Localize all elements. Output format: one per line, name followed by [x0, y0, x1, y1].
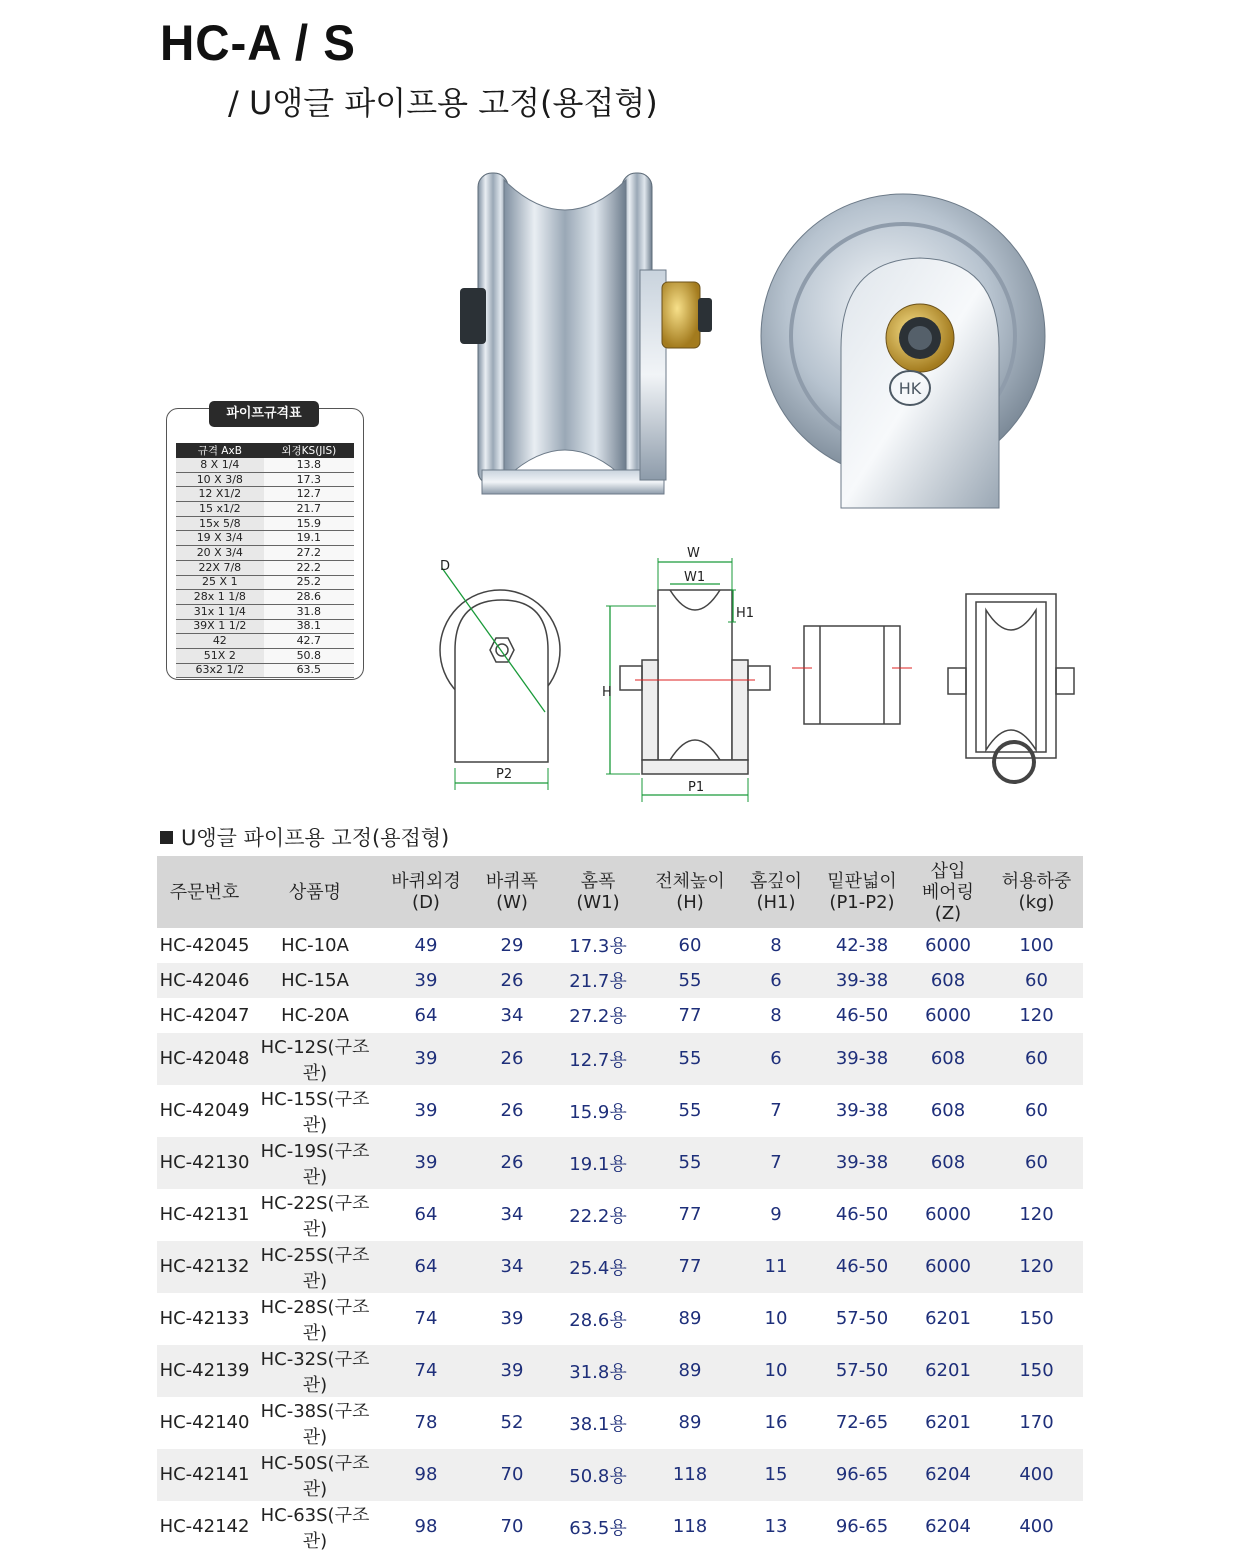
table-cell: HC-42140: [159, 1412, 250, 1434]
column-header: [990, 856, 1083, 928]
table-cell: HC-42045: [159, 934, 250, 956]
table-cell: 55: [678, 1100, 702, 1122]
table-cell: 96-65: [835, 1516, 889, 1538]
table-cell: 60: [990, 963, 1083, 998]
table-cell: 39-38: [818, 963, 906, 998]
table-cell: 6: [734, 963, 818, 998]
spec-od-cell: 15.9: [264, 516, 354, 531]
table-cell: 10: [764, 1308, 788, 1330]
spec-od-cell: 19.1: [264, 531, 354, 546]
table-cell: 34: [500, 1204, 524, 1226]
table-cell: 12.7용: [550, 1033, 646, 1085]
table-cell: 26: [474, 1033, 550, 1085]
pipe-spec-box: [166, 408, 364, 680]
table-cell: 608: [930, 1100, 966, 1122]
table-cell: HC-19S(구조관): [252, 1137, 378, 1189]
column-header-line: (Z): [934, 902, 962, 924]
label-p2: P2: [496, 767, 513, 782]
label-w: W: [687, 546, 700, 561]
spec-od-cell: 50.8: [264, 648, 354, 663]
table-cell: 46-50: [835, 1004, 889, 1026]
table-cell: 70: [500, 1516, 524, 1538]
table-cell: 8: [770, 934, 782, 956]
table-cell: 170: [1019, 1412, 1054, 1434]
table-cell: HC-28S(구조관): [260, 1296, 370, 1344]
table-cell: 118: [646, 1449, 734, 1501]
table-cell: HC-42142: [159, 1516, 250, 1538]
table-cell: 77: [646, 1241, 734, 1293]
column-header: [906, 856, 990, 928]
column-header: [252, 856, 378, 928]
column-header: [734, 856, 818, 928]
table-cell: HC-15A: [252, 963, 378, 998]
table-cell: 74: [378, 1345, 474, 1397]
table-row: [157, 1189, 1083, 1241]
table-cell: HC-10A: [281, 934, 349, 956]
spec-size-cell: 63x2 1/2: [176, 663, 264, 678]
table-cell: 7: [734, 1137, 818, 1189]
table-cell: 6204: [906, 1449, 990, 1501]
table-row: [157, 1449, 1083, 1501]
product-subtitle: / U앵글 파이프용 고정(용접형): [228, 84, 658, 122]
table-cell: 21.7용: [550, 963, 646, 998]
spec-row: [176, 663, 354, 678]
table-cell: 28.6용: [569, 1309, 627, 1331]
table-cell: HC-42131: [159, 1204, 250, 1226]
table-cell: 39-38: [818, 1033, 906, 1085]
mounted-view-drawing: [948, 594, 1074, 782]
table-cell: 6: [734, 1033, 818, 1085]
table-cell: HC-42139: [157, 1345, 252, 1397]
table-row: [157, 1293, 1083, 1345]
table-cell: 26: [500, 1100, 524, 1122]
table-cell: HC-42049: [159, 1100, 250, 1122]
column-header: [550, 856, 646, 928]
spec-od-cell: 28.6: [264, 590, 354, 605]
wheel-front-photo: [755, 178, 1055, 518]
table-cell: 26: [474, 1137, 550, 1189]
table-cell: 6201: [906, 1345, 990, 1397]
table-cell: 64: [414, 1004, 438, 1026]
table-cell: HC-50S(구조관): [252, 1449, 378, 1501]
spec-row: [176, 590, 354, 605]
column-header-line: 주문번호: [169, 881, 240, 903]
column-header: [378, 856, 474, 928]
table-cell: 400: [990, 1449, 1083, 1501]
spec-size-cell: 19 X 3/4: [176, 531, 264, 546]
column-header-line: (kg): [1018, 892, 1055, 913]
table-cell: 39: [378, 963, 474, 998]
product-title: HC-A / S: [160, 15, 356, 71]
table-cell: HC-42141: [157, 1449, 252, 1501]
spec-size-cell: 20 X 3/4: [176, 546, 264, 561]
spec-row: [176, 546, 354, 561]
column-header-line: 홈깊이: [749, 871, 803, 892]
table-cell: 9: [770, 1204, 782, 1226]
table-cell: 55: [646, 1033, 734, 1085]
spec-row: [176, 560, 354, 575]
column-header: [474, 856, 550, 928]
spec-od-cell: 12.7: [264, 487, 354, 502]
table-cell: 17.3용: [569, 936, 627, 958]
table-cell: 39: [378, 1137, 474, 1189]
table-cell: HC-42046: [157, 963, 252, 998]
table-cell: 34: [500, 1004, 524, 1026]
table-cell: 15.9용: [569, 1101, 627, 1123]
table-row: [157, 1137, 1083, 1189]
label-d: D: [440, 559, 451, 574]
spec-od-cell: 63.5: [264, 663, 354, 678]
spec-size-cell: 15x 5/8: [176, 516, 264, 531]
spec-row: [176, 516, 354, 531]
table-cell: 400: [1019, 1516, 1054, 1538]
spec-row: [176, 458, 354, 472]
table-cell: 34: [474, 1241, 550, 1293]
spec-row: [176, 619, 354, 634]
table-cell: 150: [990, 1345, 1083, 1397]
table-row: [157, 1501, 1083, 1553]
table-cell: 39-38: [818, 1137, 906, 1189]
table-cell: HC-32S(구조관): [252, 1345, 378, 1397]
column-header-line: 전체높이: [655, 871, 725, 892]
table-cell: 31.8용: [550, 1345, 646, 1397]
table-cell: 6000: [925, 1204, 971, 1226]
table-cell: 22.2용: [569, 1205, 627, 1227]
hk-logo: HK: [898, 379, 922, 398]
column-header-line: 상품명: [288, 881, 342, 903]
spec-size-cell: 25 X 1: [176, 575, 264, 590]
table-row: [157, 1085, 1083, 1137]
table-cell: 150: [1019, 1308, 1054, 1330]
column-header-line: (H): [676, 892, 704, 913]
spec-size-cell: 51X 2: [176, 648, 264, 663]
spec-row: [176, 472, 354, 487]
column-header-line: 베어링: [921, 881, 975, 903]
table-cell: HC-42133: [159, 1308, 250, 1330]
table-cell: 77: [678, 1004, 702, 1026]
bearing-drawing: [804, 626, 900, 724]
square-bullet-icon: [160, 831, 173, 844]
table-row: [157, 963, 1083, 998]
table-cell: 10: [734, 1345, 818, 1397]
spec-od-cell: 25.2: [264, 575, 354, 590]
table-cell: 60: [990, 1033, 1083, 1085]
table-cell: 78: [414, 1412, 438, 1434]
table-cell: 6201: [925, 1412, 971, 1434]
table-cell: 70: [474, 1449, 550, 1501]
front-view-drawing: [440, 590, 560, 762]
table-cell: HC-25S(구조관): [252, 1241, 378, 1293]
column-header-line: (W1): [576, 892, 620, 913]
product-spec-table: [157, 856, 1083, 1553]
spec-od-cell: 22.2: [264, 560, 354, 575]
column-header-line: 바퀴폭: [485, 871, 539, 892]
column-header-line: (P1-P2): [829, 892, 895, 913]
spec-row: [176, 487, 354, 502]
table-cell: 39: [500, 1308, 524, 1330]
table-cell: 19.1용: [550, 1137, 646, 1189]
section-label: [160, 822, 449, 852]
table-cell: 6201: [925, 1308, 971, 1330]
table-cell: 64: [378, 1241, 474, 1293]
column-header-line: 밑판넓이: [827, 871, 897, 892]
table-cell: HC-42132: [157, 1241, 252, 1293]
table-row: [157, 998, 1083, 1033]
spec-od-cell: 31.8: [264, 604, 354, 619]
spec-row: [176, 634, 354, 649]
table-cell: HC-42048: [157, 1033, 252, 1085]
table-cell: HC-20A: [281, 1004, 349, 1026]
table-cell: 60: [990, 1137, 1083, 1189]
table-cell: 50.8용: [550, 1449, 646, 1501]
spec-size-cell: 15 x1/2: [176, 502, 264, 517]
table-cell: 49: [414, 934, 438, 956]
table-cell: 96-65: [818, 1449, 906, 1501]
table-cell: 38.1용: [569, 1413, 627, 1435]
technical-drawings: [430, 540, 1110, 810]
table-cell: HC-42130: [157, 1137, 252, 1189]
label-h: H: [602, 685, 612, 700]
spec-od-cell: 42.7: [264, 634, 354, 649]
table-cell: 42-38: [835, 934, 889, 956]
spec-header: 규격 AxB: [176, 443, 264, 458]
table-cell: 60: [1025, 1100, 1048, 1122]
table-cell: 63.5용: [569, 1517, 627, 1539]
table-cell: 39-38: [835, 1100, 889, 1122]
table-cell: 39: [474, 1345, 550, 1397]
table-cell: 89: [678, 1308, 702, 1330]
table-cell: 608: [906, 963, 990, 998]
table-cell: 118: [672, 1516, 708, 1538]
label-w1: W1: [684, 570, 706, 585]
table-cell: 6204: [925, 1516, 971, 1538]
table-cell: 26: [474, 963, 550, 998]
table-cell: 46-50: [835, 1204, 889, 1226]
section-label-text: U앵글 파이프용 고정(용접형): [181, 826, 450, 850]
table-cell: HC-63S(구조관): [260, 1504, 370, 1552]
table-cell: 72-65: [835, 1412, 889, 1434]
table-cell: 98: [378, 1449, 474, 1501]
column-header-line: (D): [412, 892, 440, 913]
pipe-spec-table: [176, 443, 354, 678]
spec-od-cell: 21.7: [264, 502, 354, 517]
spec-size-cell: 31x 1 1/4: [176, 604, 264, 619]
table-cell: 7: [770, 1100, 782, 1122]
table-cell: 77: [678, 1204, 702, 1226]
spec-size-cell: 12 X1/2: [176, 487, 264, 502]
spec-od-cell: 17.3: [264, 472, 354, 487]
table-cell: 11: [734, 1241, 818, 1293]
table-cell: 52: [500, 1412, 524, 1434]
table-row: [157, 928, 1083, 963]
table-cell: 60: [678, 934, 702, 956]
spec-row: [176, 531, 354, 546]
column-header-line: 홈폭: [580, 871, 616, 892]
table-cell: 16: [764, 1412, 788, 1434]
spec-header: 외경KS(JIS): [264, 443, 354, 458]
table-cell: 608: [906, 1137, 990, 1189]
pipe-spec-title: 파이프규격표: [209, 401, 319, 427]
column-header-line: 바퀴외경: [391, 871, 461, 892]
spec-row: [176, 575, 354, 590]
table-cell: 13: [764, 1516, 788, 1538]
table-cell: HC-22S(구조관): [260, 1192, 370, 1240]
table-cell: 98: [414, 1516, 438, 1538]
table-row: [157, 1397, 1083, 1449]
column-header: [157, 856, 252, 928]
table-cell: HC-38S(구조관): [260, 1400, 370, 1448]
table-cell: 25.4용: [550, 1241, 646, 1293]
table-cell: 55: [646, 1137, 734, 1189]
spec-row: [176, 604, 354, 619]
table-cell: 27.2용: [569, 1006, 627, 1028]
spec-od-cell: 27.2: [264, 546, 354, 561]
table-cell: 608: [906, 1033, 990, 1085]
table-cell: HC-42047: [159, 1004, 250, 1026]
table-cell: 100: [1019, 934, 1054, 956]
table-cell: 120: [1019, 1004, 1054, 1026]
spec-size-cell: 39X 1 1/2: [176, 619, 264, 634]
spec-size-cell: 10 X 3/8: [176, 472, 264, 487]
table-cell: 6000: [925, 1004, 971, 1026]
table-cell: 57-50: [835, 1308, 889, 1330]
spec-od-cell: 13.8: [264, 458, 354, 472]
spec-row: [176, 502, 354, 517]
table-cell: 39: [378, 1033, 474, 1085]
table-cell: 8: [770, 1004, 782, 1026]
table-cell: HC-12S(구조관): [252, 1033, 378, 1085]
table-cell: 6000: [925, 934, 971, 956]
label-h1: H1: [736, 606, 755, 621]
spec-od-cell: 38.1: [264, 619, 354, 634]
table-row: [157, 1033, 1083, 1085]
table-cell: HC-15S(구조관): [260, 1088, 370, 1136]
table-cell: 89: [678, 1412, 702, 1434]
spec-size-cell: 42: [176, 634, 264, 649]
table-cell: 6000: [906, 1241, 990, 1293]
column-header-line: 허용하중: [1001, 871, 1072, 892]
spec-size-cell: 8 X 1/4: [176, 458, 264, 472]
table-cell: 55: [646, 963, 734, 998]
column-header: [818, 856, 906, 928]
table-cell: 46-50: [818, 1241, 906, 1293]
table-cell: 64: [414, 1204, 438, 1226]
column-header-line: (W): [496, 892, 528, 913]
table-cell: 74: [414, 1308, 438, 1330]
table-cell: 39: [414, 1100, 438, 1122]
table-cell: 29: [500, 934, 524, 956]
table-cell: 15: [734, 1449, 818, 1501]
spec-size-cell: 22X 7/8: [176, 560, 264, 575]
column-header-line: 삽입: [930, 860, 966, 882]
table-row: [157, 1241, 1083, 1293]
spec-row: [176, 648, 354, 663]
table-cell: 89: [646, 1345, 734, 1397]
table-cell: 120: [990, 1241, 1083, 1293]
column-header: [646, 856, 734, 928]
label-p1: P1: [688, 780, 705, 795]
table-row: [157, 1345, 1083, 1397]
table-cell: 57-50: [818, 1345, 906, 1397]
table-cell: 120: [1019, 1204, 1054, 1226]
column-header-line: (H1): [756, 892, 796, 913]
spec-size-cell: 28x 1 1/8: [176, 590, 264, 605]
wheel-side-photo: [440, 170, 740, 510]
